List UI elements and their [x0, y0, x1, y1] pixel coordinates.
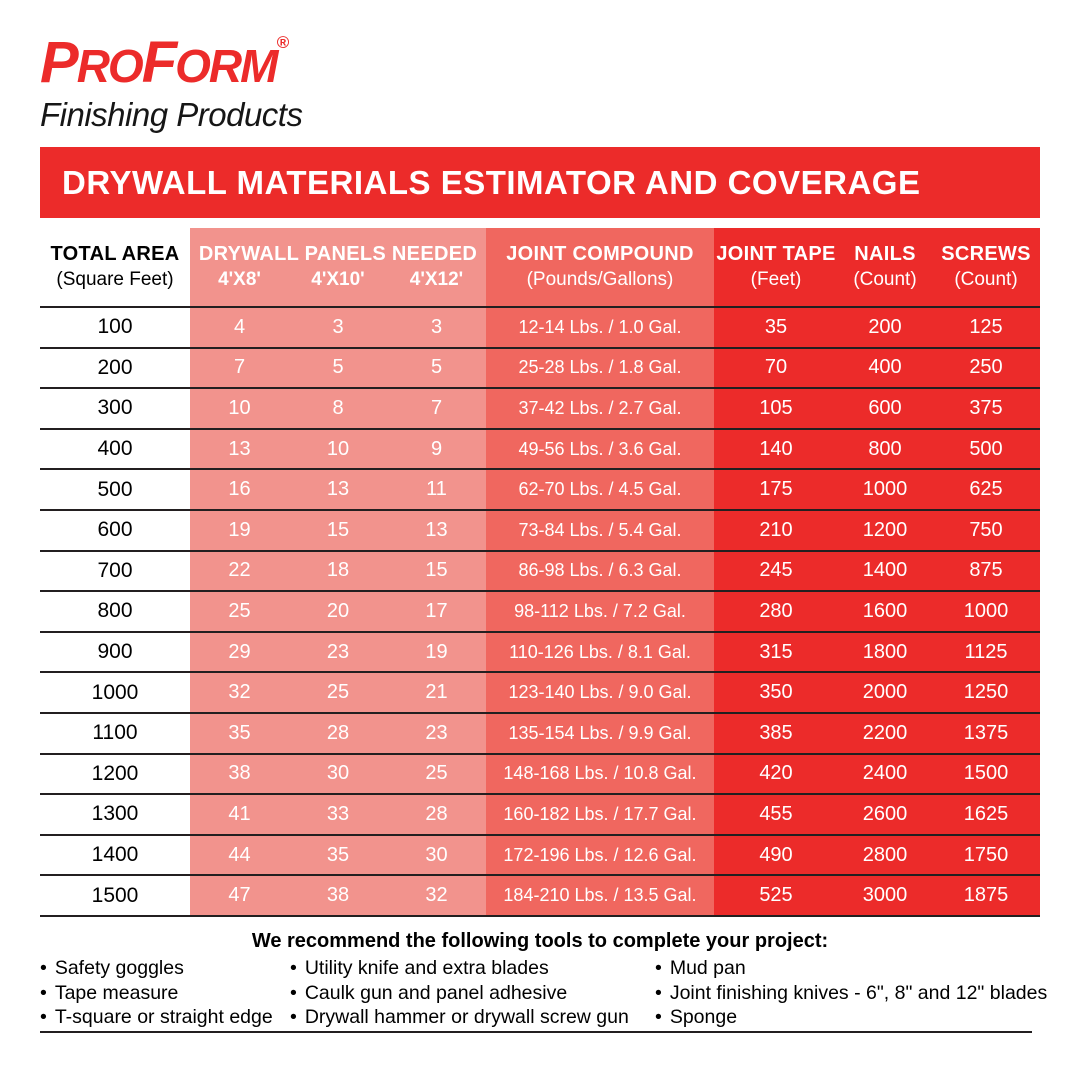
cell-panels-4x10: 15 — [289, 511, 387, 550]
cell-panels-4x8: 47 — [190, 876, 289, 915]
header-size-4x10: 4'X10' — [311, 269, 365, 290]
cell-panels-4x8: 25 — [190, 592, 289, 631]
cell-joint-tape: 140 — [714, 430, 838, 469]
cell-panels-4x8: 16 — [190, 470, 289, 509]
cell-panels-4x10: 35 — [289, 836, 387, 875]
cell-panels-4x12: 19 — [387, 633, 486, 672]
cell-screws: 1250 — [932, 673, 1040, 712]
cell-nails: 1600 — [838, 592, 932, 631]
cell-screws: 625 — [932, 470, 1040, 509]
cell-panels-4x8: 7 — [190, 349, 289, 388]
cell-total-area: 1100 — [40, 714, 190, 753]
cell-panels-4x10: 25 — [289, 673, 387, 712]
table-row — [40, 876, 1040, 917]
logo-letter: F — [141, 30, 176, 95]
table-row — [40, 592, 1040, 633]
bullet: • — [655, 957, 662, 979]
cell-panels-4x8: 41 — [190, 795, 289, 834]
header-screws-title: SCREWS — [941, 243, 1031, 265]
cell-panels-4x8: 32 — [190, 673, 289, 712]
header-panels-title: DRYWALL PANELS NEEDED — [198, 243, 478, 265]
cell-nails: 1800 — [838, 633, 932, 672]
cell-panels-4x8: 19 — [190, 511, 289, 550]
cell-panels-4x12: 7 — [387, 389, 486, 428]
tool-label: Safety goggles — [54, 957, 184, 979]
cell-nails: 3000 — [838, 876, 932, 915]
cell-panels-4x8: 4 — [190, 308, 289, 347]
cell-joint-compound: 86-98 Lbs. / 6.3 Gal. — [486, 552, 714, 591]
cell-joint-tape: 455 — [714, 795, 838, 834]
cell-panels-4x8: 35 — [190, 714, 289, 753]
cell-panels-4x10: 8 — [289, 389, 387, 428]
cell-joint-tape: 315 — [714, 633, 838, 672]
cell-panels-4x10: 20 — [289, 592, 387, 631]
logo-letter: P — [40, 30, 77, 95]
cell-joint-compound: 172-196 Lbs. / 12.6 Gal. — [486, 836, 714, 875]
cell-joint-tape: 175 — [714, 470, 838, 509]
tool-column-2 — [290, 956, 655, 1030]
cell-panels-4x12: 13 — [387, 511, 486, 550]
cell-screws: 125 — [932, 308, 1040, 347]
cell-joint-compound: 49-56 Lbs. / 3.6 Gal. — [486, 430, 714, 469]
cell-panels-4x8: 13 — [190, 430, 289, 469]
tool-item — [655, 1005, 1040, 1030]
cell-panels-4x10: 38 — [289, 876, 387, 915]
cell-total-area: 1000 — [40, 673, 190, 712]
cell-joint-compound: 135-154 Lbs. / 9.9 Gal. — [486, 714, 714, 753]
cell-total-area: 1300 — [40, 795, 190, 834]
cell-joint-compound: 123-140 Lbs. / 9.0 Gal. — [486, 673, 714, 712]
cell-screws: 1500 — [932, 755, 1040, 794]
cell-total-area: 300 — [40, 389, 190, 428]
logo-letters: RO — [76, 40, 142, 92]
tool-label: Joint finishing knives - 6", 8" and 12" blades — [669, 981, 1048, 1004]
cell-joint-tape: 385 — [714, 714, 838, 753]
cell-screws: 1000 — [932, 592, 1040, 631]
cell-joint-tape: 35 — [714, 308, 838, 347]
table-row — [40, 714, 1040, 755]
table-header — [40, 228, 1040, 308]
table-row — [40, 755, 1040, 796]
cell-panels-4x10: 28 — [289, 714, 387, 753]
cell-panels-4x12: 28 — [387, 795, 486, 834]
registered-trademark-symbol: ® — [276, 33, 289, 52]
cell-total-area: 900 — [40, 633, 190, 672]
tool-label: Tape measure — [54, 981, 179, 1004]
cell-joint-compound: 148-168 Lbs. / 10.8 Gal. — [486, 755, 714, 794]
bullet: • — [655, 981, 662, 1004]
cell-joint-tape: 245 — [714, 552, 838, 591]
header-total-area-title: TOTAL AREA — [50, 243, 180, 265]
logo-subtitle: Finishing Products — [40, 96, 303, 133]
bullet: • — [290, 1006, 297, 1028]
header-tape-sub: (Feet) — [750, 269, 802, 290]
cell-panels-4x8: 29 — [190, 633, 289, 672]
cell-joint-compound: 110-126 Lbs. / 8.1 Gal. — [486, 633, 714, 672]
cell-joint-compound: 37-42 Lbs. / 2.7 Gal. — [486, 389, 714, 428]
cell-joint-tape: 490 — [714, 836, 838, 875]
logo-letters: ORM — [175, 40, 277, 92]
table-row — [40, 633, 1040, 674]
cell-joint-tape: 70 — [714, 349, 838, 388]
table-row — [40, 470, 1040, 511]
cell-screws: 250 — [932, 349, 1040, 388]
cell-joint-tape: 280 — [714, 592, 838, 631]
cell-joint-tape: 210 — [714, 511, 838, 550]
page-title: DRYWALL MATERIALS ESTIMATOR AND COVERAGE — [62, 163, 921, 201]
cell-panels-4x12: 21 — [387, 673, 486, 712]
cell-total-area: 500 — [40, 470, 190, 509]
cell-total-area: 1400 — [40, 836, 190, 875]
cell-nails: 2000 — [838, 673, 932, 712]
table-row — [40, 430, 1040, 471]
tool-item — [290, 981, 655, 1006]
cell-screws: 375 — [932, 389, 1040, 428]
cell-screws: 500 — [932, 430, 1040, 469]
cell-nails: 800 — [838, 430, 932, 469]
cell-panels-4x12: 9 — [387, 430, 486, 469]
header-drywall-panels — [190, 228, 486, 306]
tool-item — [655, 981, 1048, 1006]
tool-item — [40, 956, 290, 981]
cell-panels-4x8: 44 — [190, 836, 289, 875]
cell-nails: 2800 — [838, 836, 932, 875]
cell-total-area: 700 — [40, 552, 190, 591]
cell-screws: 1875 — [932, 876, 1040, 915]
tool-item — [290, 956, 655, 981]
table-row — [40, 795, 1040, 836]
cell-total-area: 400 — [40, 430, 190, 469]
cell-panels-4x12: 15 — [387, 552, 486, 591]
header-panel-sizes — [190, 267, 486, 292]
bullet: • — [40, 957, 47, 979]
tool-item — [40, 1005, 290, 1030]
cell-panels-4x12: 32 — [387, 876, 486, 915]
cell-joint-compound: 160-182 Lbs. / 17.7 Gal. — [486, 795, 714, 834]
tool-label: Mud pan — [669, 957, 746, 979]
proform-logo — [40, 30, 303, 134]
cell-joint-tape: 525 — [714, 876, 838, 915]
header-nails-title: NAILS — [854, 243, 916, 265]
title-banner — [40, 147, 1040, 218]
tool-label: Caulk gun and panel adhesive — [304, 981, 568, 1004]
cell-total-area: 800 — [40, 592, 190, 631]
cell-panels-4x12: 3 — [387, 308, 486, 347]
table-row — [40, 349, 1040, 390]
bullet: • — [40, 1006, 47, 1028]
header-screws — [932, 228, 1040, 306]
header-total-area — [40, 228, 190, 306]
tool-column-3 — [655, 956, 1048, 1030]
cell-total-area: 600 — [40, 511, 190, 550]
header-compound-title: JOINT COMPOUND — [506, 243, 694, 265]
bottom-divider — [40, 1031, 1032, 1033]
cell-joint-tape: 350 — [714, 673, 838, 712]
header-total-area-sub: (Square Feet) — [56, 269, 174, 290]
table-row — [40, 308, 1040, 349]
header-compound-sub: (Pounds/Gallons) — [526, 269, 674, 290]
logo-wordmark — [40, 30, 302, 95]
cell-total-area: 200 — [40, 349, 190, 388]
bullet: • — [290, 981, 297, 1004]
cell-panels-4x10: 5 — [289, 349, 387, 388]
cell-panels-4x8: 38 — [190, 755, 289, 794]
cell-joint-tape: 105 — [714, 389, 838, 428]
header-joint-compound — [486, 228, 714, 306]
cell-joint-compound: 98-112 Lbs. / 7.2 Gal. — [486, 592, 714, 631]
header-nails-sub: (Count) — [853, 269, 917, 290]
cell-panels-4x12: 30 — [387, 836, 486, 875]
tools-heading: We recommend the following tools to complete your project: — [251, 930, 829, 952]
header-tape-title: JOINT TAPE — [716, 243, 836, 265]
cell-joint-compound: 73-84 Lbs. / 5.4 Gal. — [486, 511, 714, 550]
bullet: • — [655, 1006, 662, 1028]
tool-item — [40, 981, 290, 1006]
tools-list — [40, 956, 1048, 1030]
cell-screws: 750 — [932, 511, 1040, 550]
header-nails — [838, 228, 932, 306]
cell-total-area: 1500 — [40, 876, 190, 915]
tool-label: Sponge — [669, 1006, 738, 1028]
cell-panels-4x12: 25 — [387, 755, 486, 794]
cell-panels-4x8: 10 — [190, 389, 289, 428]
cell-joint-compound: 184-210 Lbs. / 13.5 Gal. — [486, 876, 714, 915]
cell-panels-4x10: 13 — [289, 470, 387, 509]
cell-joint-compound: 25-28 Lbs. / 1.8 Gal. — [486, 349, 714, 388]
cell-joint-compound: 12-14 Lbs. / 1.0 Gal. — [486, 308, 714, 347]
cell-screws: 1125 — [932, 633, 1040, 672]
cell-joint-tape: 420 — [714, 755, 838, 794]
cell-nails: 400 — [838, 349, 932, 388]
cell-panels-4x12: 11 — [387, 470, 486, 509]
cell-nails: 2400 — [838, 755, 932, 794]
cell-nails: 600 — [838, 389, 932, 428]
cell-nails: 1200 — [838, 511, 932, 550]
cell-panels-4x12: 23 — [387, 714, 486, 753]
cell-panels-4x10: 33 — [289, 795, 387, 834]
cell-screws: 1375 — [932, 714, 1040, 753]
bullet: • — [40, 981, 47, 1004]
header-screws-sub: (Count) — [954, 269, 1018, 290]
table-row — [40, 836, 1040, 877]
cell-screws: 1750 — [932, 836, 1040, 875]
header-size-4x12: 4'X12' — [409, 269, 464, 290]
bullet: • — [290, 957, 297, 979]
cell-nails: 200 — [838, 308, 932, 347]
header-size-4x8: 4'X8' — [218, 269, 261, 290]
cell-nails: 1400 — [838, 552, 932, 591]
cell-panels-4x12: 5 — [387, 349, 486, 388]
cell-screws: 1625 — [932, 795, 1040, 834]
cell-panels-4x10: 10 — [289, 430, 387, 469]
cell-panels-4x12: 17 — [387, 592, 486, 631]
table-row — [40, 389, 1040, 430]
tool-label: Drywall hammer or drywall screw gun — [304, 1006, 629, 1028]
tool-item — [655, 956, 1040, 981]
table-row — [40, 552, 1040, 593]
tool-label: T-square or straight edge — [54, 1006, 273, 1028]
cell-screws: 875 — [932, 552, 1040, 591]
cell-panels-4x10: 18 — [289, 552, 387, 591]
cell-panels-4x10: 30 — [289, 755, 387, 794]
estimator-table — [40, 228, 1040, 917]
table-body — [40, 308, 1040, 917]
cell-nails: 2600 — [838, 795, 932, 834]
table-row — [40, 511, 1040, 552]
header-joint-tape — [714, 228, 838, 306]
cell-nails: 2200 — [838, 714, 932, 753]
cell-nails: 1000 — [838, 470, 932, 509]
cell-panels-4x8: 22 — [190, 552, 289, 591]
tool-label: Utility knife and extra blades — [304, 957, 549, 979]
table-row — [40, 673, 1040, 714]
cell-joint-compound: 62-70 Lbs. / 4.5 Gal. — [486, 470, 714, 509]
cell-total-area: 100 — [40, 308, 190, 347]
cell-panels-4x10: 3 — [289, 308, 387, 347]
cell-total-area: 1200 — [40, 755, 190, 794]
tool-item — [290, 1005, 655, 1030]
tool-column-1 — [40, 956, 290, 1030]
cell-panels-4x10: 23 — [289, 633, 387, 672]
